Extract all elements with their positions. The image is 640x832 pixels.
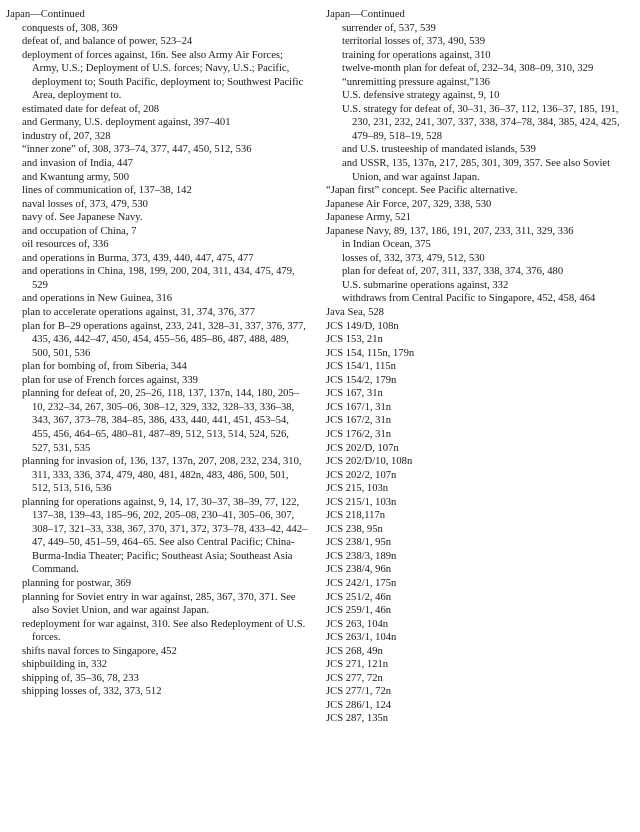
index-subentry: “inner zone” of, 308, 373–74, 377, 447, 450, 512, 536 — [22, 144, 252, 156]
index-main-entry: JCS 149/D, 108n — [326, 320, 399, 332]
index-subentry: planning for Soviet entry in war against, 285, 367, 370, 371. See also Soviet Union, and war against Japan. — [22, 591, 296, 617]
index-main-entry: JCS 154/2, 179n — [326, 374, 397, 386]
index-subentry: twelve-month plan for defeat of, 232–34, 308–09, 310, 329 — [342, 63, 594, 75]
index-subentry: “unremitting pressure against,”136 — [342, 76, 490, 88]
index-main-entry: JCS 215, 103n — [326, 483, 389, 495]
index-subentry: shipbuilding in, 332 — [22, 659, 108, 671]
index-main-entry: JCS 167/1, 31n — [326, 401, 392, 413]
index-subentry: lines of communication of, 137–38, 142 — [22, 185, 192, 197]
index-continued-heading: Japan—Continued — [326, 9, 405, 20]
index-subentry: and operations in New Guinea, 316 — [22, 293, 173, 305]
index-subentry: and U.S. trusteeship of mandated islands, 539 — [342, 144, 536, 156]
index-main-entry: JCS 176/2, 31n — [326, 428, 392, 440]
index-subentry: redeployment for war against, 310. See also Redeployment of U.S. forces. — [22, 618, 306, 644]
index-subentry: and operations in China, 198, 199, 200, 204, 311, 434, 475, 479, 529 — [22, 266, 295, 291]
index-subentry: plan to accelerate operations against, 31, 374, 376, 377 — [22, 307, 255, 319]
index-main-entry: JCS 202/2, 107n — [326, 469, 397, 481]
index-main-entry: JCS 287, 135n — [326, 713, 389, 725]
index-column-right — [326, 8, 630, 726]
index-main-entry: JCS 251/2, 46n — [326, 591, 392, 603]
index-main-entry: JCS 242/1, 175n — [326, 577, 397, 589]
index-subentry: and Germany, U.S. deployment against, 397–401 — [22, 117, 231, 129]
index-subentry: planning for operations against, 9, 14, 17, 30–37, 38–39, 77, 122, 137–38, 139–43, 185–96, 202, 205–08, 230–41, 305–06, 307, 308–17, 321–33, 338, 367, 370, 371, 372, 373–78, 433–42, 442–47, 449–50, 451–59, 464–65. See also Central Pacific; China-Burma-India Theater; Pacific; Southeast Asia; Southeast Asia Command. — [22, 496, 308, 576]
index-subentry: planning for invasion of, 136, 137, 137n, 207, 208, 232, 234, 310, 311, 333, 336, 374, 479, 480, 481, 482n, 483, 486, 500, 501, 512, 513, 516, 536 — [22, 456, 302, 495]
index-subentry: and occupation of China, 7 — [22, 225, 137, 237]
index-main-entry: Japanese Navy, 89, 137, 186, 191, 207, 233, 311, 329, 336 — [326, 225, 574, 237]
index-subentry: training for operations against, 310 — [342, 49, 491, 61]
index-column-left — [6, 8, 308, 699]
index-subentry: planning for postwar, 369 — [22, 577, 132, 589]
index-subentry: plan for bombing of, from Siberia, 344 — [22, 361, 187, 373]
index-subentry: shipping losses of, 332, 373, 512 — [22, 686, 162, 698]
index-subentry: plan for defeat of, 207, 311, 337, 338, 374, 376, 480 — [342, 266, 564, 278]
index-subentry: territorial losses of, 373, 490, 539 — [342, 36, 485, 48]
index-main-entry: JCS 154, 115n, 179n — [326, 347, 415, 359]
index-main-entry: JCS 259/1, 46n — [326, 605, 392, 617]
index-subentry: U.S. defensive strategy against, 9, 10 — [342, 90, 500, 102]
index-subentry: estimated date for defeat of, 208 — [22, 103, 160, 115]
index-subentry: deployment of forces against, 16n. See also Army Air Forces; Army, U.S.; Deployment of U.S. forces; Navy, U.S.; Pacific, deployment to; South Pacific, deployment to; Southwest Pacific Area, deployment to. — [22, 49, 304, 102]
index-subentry: navy of. See Japanese Navy. — [22, 212, 143, 224]
index-main-entry: JCS 277, 72n — [326, 672, 383, 684]
index-subentry: shipping of, 35–36, 78, 233 — [22, 672, 139, 684]
index-main-entry: Java Sea, 528 — [326, 307, 384, 319]
index-main-entry: JCS 202/D/10, 108n — [326, 456, 413, 468]
index-main-entry: JCS 238/3, 189n — [326, 550, 397, 562]
index-main-entry: JCS 271, 121n — [326, 659, 389, 671]
index-main-entry: JCS 286/1, 124 — [326, 699, 392, 711]
index-subentry: in Indian Ocean, 375 — [342, 239, 431, 251]
index-subentry: plan for B–29 operations against, 233, 241, 328–31, 337, 376, 377, 435, 436, 442–47, 450, 454, 455–56, 485–86, 487, 488, 489, 500, 501, 536 — [22, 320, 306, 359]
index-main-entry: JCS 268, 49n — [326, 645, 383, 657]
index-main-entry: Japanese Army, 521 — [326, 212, 411, 224]
index-main-entry: JCS 263/1, 104n — [326, 632, 397, 644]
index-main-entry: JCS 238/1, 95n — [326, 537, 392, 549]
index-subentry: naval losses of, 373, 479, 530 — [22, 198, 148, 210]
index-main-entry: JCS 154/1, 115n — [326, 361, 396, 373]
index-subentry: and operations in Burma, 373, 439, 440, 447, 475, 477 — [22, 252, 254, 264]
index-subentry: U.S. strategy for defeat of, 30–31, 36–37, 112, 136–37, 185, 191, 230, 231, 232, 241, 307, 337, 338, 374–78, 384, 385, 424, 425, 479–89, 518–19, 528 — [342, 103, 620, 142]
index-main-entry: JCS 215/1, 103n — [326, 496, 397, 508]
index-main-entry: JCS 202/D, 107n — [326, 442, 399, 454]
index-main-entry: JCS 153, 21n — [326, 334, 383, 346]
index-subentry: and invasion of India, 447 — [22, 158, 133, 170]
index-subentry: surrender of, 537, 539 — [342, 22, 436, 34]
index-main-entry: JCS 167/2, 31n — [326, 415, 392, 427]
index-subentry: industry of, 207, 328 — [22, 130, 111, 142]
index-continued-heading: Japan—Continued — [6, 9, 85, 20]
index-subentry: and USSR, 135, 137n, 217, 285, 301, 309, 357. See also Soviet Union, and war against Japan. — [342, 158, 611, 183]
index-subentry: withdraws from Central Pacific to Singapore, 452, 458, 464 — [342, 293, 596, 305]
index-main-entry: Japanese Air Force, 207, 329, 338, 530 — [326, 198, 492, 210]
index-main-entry: JCS 277/1, 72n — [326, 686, 392, 698]
index-subentry: conquests of, 308, 369 — [22, 22, 118, 34]
index-subentry: defeat of, and balance of power, 523–24 — [22, 36, 193, 48]
index-main-entry: JCS 263, 104n — [326, 618, 389, 630]
index-main-entry: JCS 218,117n — [326, 510, 386, 522]
index-subentry: planning for defeat of, 20, 25–26, 118, 137, 137n, 144, 180, 205–10, 232–34, 267, 305–06, 308–12, 329, 332, 328–33, 336–38, 343, 367, 373–78, 384–85, 386, 433, 440, 441, 451, 453–54, 455, 456, 464–65, 480–81, 487–89, 512, 513, 514, 524, 526, 527, 531, 535 — [22, 388, 300, 454]
index-subentry: U.S. submarine operations against, 332 — [342, 279, 509, 291]
index-subentry: losses of, 332, 373, 479, 512, 530 — [342, 252, 485, 264]
index-subentry: shifts naval forces to Singapore, 452 — [22, 645, 177, 657]
index-main-entry: JCS 238/4, 96n — [326, 564, 392, 576]
index-main-entry: JCS 238, 95n — [326, 523, 383, 535]
index-subentry: plan for use of French forces against, 339 — [22, 374, 198, 386]
index-subentry: and Kwantung army, 500 — [22, 171, 129, 183]
index-subentry: oil resources of, 336 — [22, 239, 109, 251]
index-main-entry: JCS 167, 31n — [326, 388, 383, 400]
index-main-entry: “Japan first” concept. See Pacific alternative. — [326, 185, 518, 197]
